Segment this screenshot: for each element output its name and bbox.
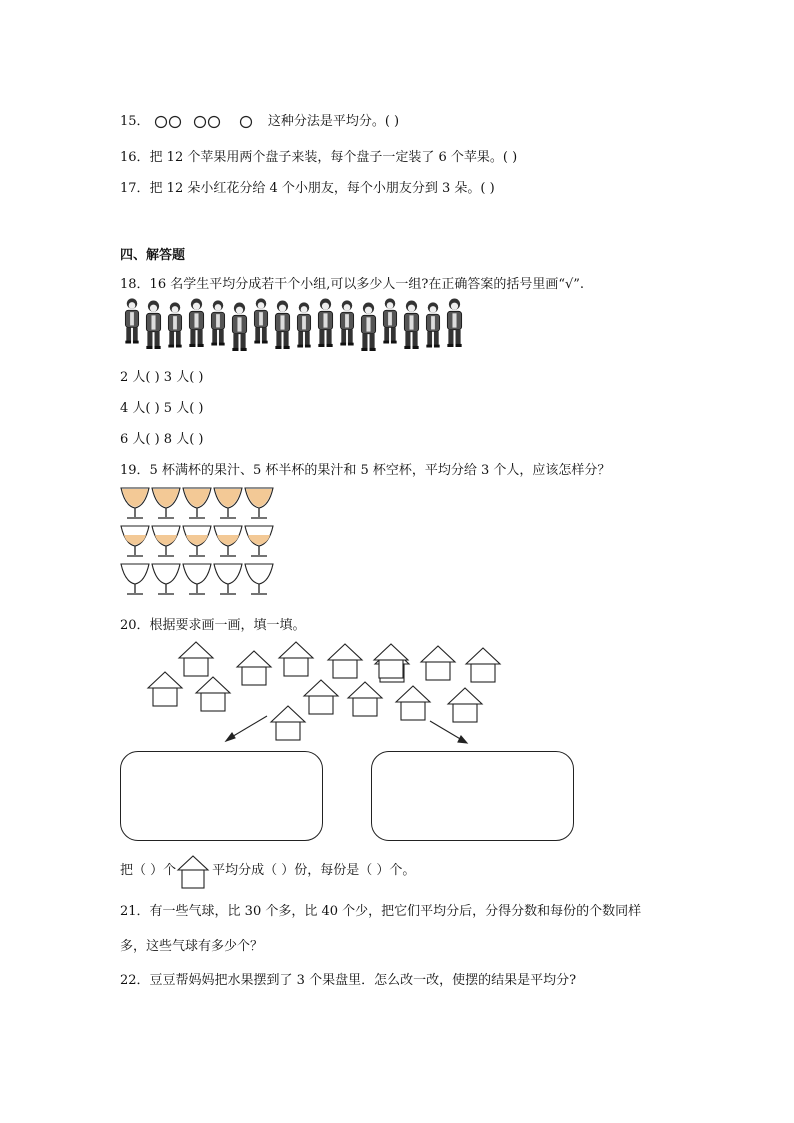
circle-icon <box>240 116 251 127</box>
cup-icon <box>183 488 211 518</box>
q18-option-row-2: 4 人( ) 5 人( ) <box>120 401 204 416</box>
student-figure <box>404 301 418 349</box>
house-icon <box>304 680 338 714</box>
house-icon <box>279 642 313 676</box>
answer-box-left[interactable] <box>120 751 323 841</box>
house-icon <box>374 644 408 678</box>
house-icon <box>148 672 182 706</box>
cup-icon <box>245 488 273 518</box>
circle-icon <box>194 116 205 127</box>
house-icon <box>176 864 212 878</box>
cup-icon <box>245 526 273 556</box>
cup-icon <box>152 526 180 556</box>
cup-icon <box>214 564 242 594</box>
house-icon <box>348 682 382 716</box>
houses-illustration <box>140 636 540 746</box>
cup-icon <box>152 564 180 594</box>
cup-icon <box>183 564 211 594</box>
student-figure <box>426 302 439 347</box>
student-figure <box>254 298 267 343</box>
question-20: 20．根据要求画一画，填一填。 <box>120 618 306 633</box>
cup-icon <box>152 488 180 518</box>
circle-icon <box>208 116 219 127</box>
question-21-line-1: 21．有一些气球，比 30 个多，比 40 个少，把它们平均分后，分得分数和每份的个数同样 <box>120 904 642 919</box>
question-15 <box>120 110 399 129</box>
answer-box-right[interactable] <box>371 751 574 841</box>
question-21-line-2: 多，这些气球有多少个？ <box>120 939 264 954</box>
student-figure <box>297 302 310 347</box>
cup-icon <box>245 564 273 594</box>
question-22: 22．豆豆帮妈妈把水果摆到了 3 个果盘里．怎么改一改，使摆的结果是平均分? <box>120 973 577 988</box>
student-figure <box>211 300 224 345</box>
cup-icon <box>214 488 242 518</box>
circle-groups <box>154 115 264 129</box>
cup-icon <box>121 488 149 518</box>
student-figure <box>361 303 375 351</box>
question-20-fill <box>120 859 415 878</box>
circle-icon <box>169 116 180 127</box>
student-figure <box>146 301 160 349</box>
house-icon <box>237 651 271 685</box>
cups-illustration <box>118 486 288 601</box>
student-figure <box>125 298 138 343</box>
student-figure <box>275 301 289 349</box>
house-icon <box>328 644 362 678</box>
student-figure <box>168 302 181 347</box>
students-illustration <box>120 296 470 352</box>
student-figure <box>189 299 203 347</box>
question-18: 18．16 名学生平均分成若干个小组,可以多少人一组?在正确答案的括号里画“√”. <box>120 277 585 292</box>
house-icon <box>271 706 305 740</box>
cup-icon <box>121 564 149 594</box>
student-figure <box>340 300 353 345</box>
house-icon <box>421 646 455 680</box>
house-icon <box>448 688 482 722</box>
question-16: 16．把 12 个苹果用两个盘子来装，每个盘子一定装了 6 个苹果。( ) <box>120 150 518 165</box>
house-icon <box>396 686 430 720</box>
circle-icon <box>155 116 166 127</box>
student-figure <box>447 299 461 347</box>
fill-after: 平均分成（ ）份，每份是（ ）个。 <box>212 863 416 878</box>
student-figure <box>232 303 246 351</box>
fill-before: 把（ ）个 <box>120 863 177 878</box>
cup-icon <box>121 526 149 556</box>
house-icon <box>196 677 230 711</box>
house-icon <box>179 642 213 676</box>
cup-icon <box>183 526 211 556</box>
student-figure <box>383 298 396 343</box>
q18-option-row-1: 2 人( ) 3 人( ) <box>120 370 204 385</box>
question-15-number: 15． <box>120 114 150 129</box>
cup-icon <box>214 526 242 556</box>
question-19: 19．5 杯满杯的果汁、5 杯半杯的果汁和 5 杯空杯，平均分给 3 个人，应该怎样分？ <box>120 463 611 478</box>
section-title: 四、解答题 <box>120 248 186 263</box>
student-figure <box>318 299 332 347</box>
q18-option-row-3: 6 人( ) 8 人( ) <box>120 432 204 447</box>
house-icon <box>466 648 500 682</box>
question-15-text: 这种分法是平均分。( ) <box>267 114 400 129</box>
question-17: 17．把 12 朵小红花分给 4 个小朋友，每个小朋友分到 3 朵。( ) <box>120 181 495 196</box>
